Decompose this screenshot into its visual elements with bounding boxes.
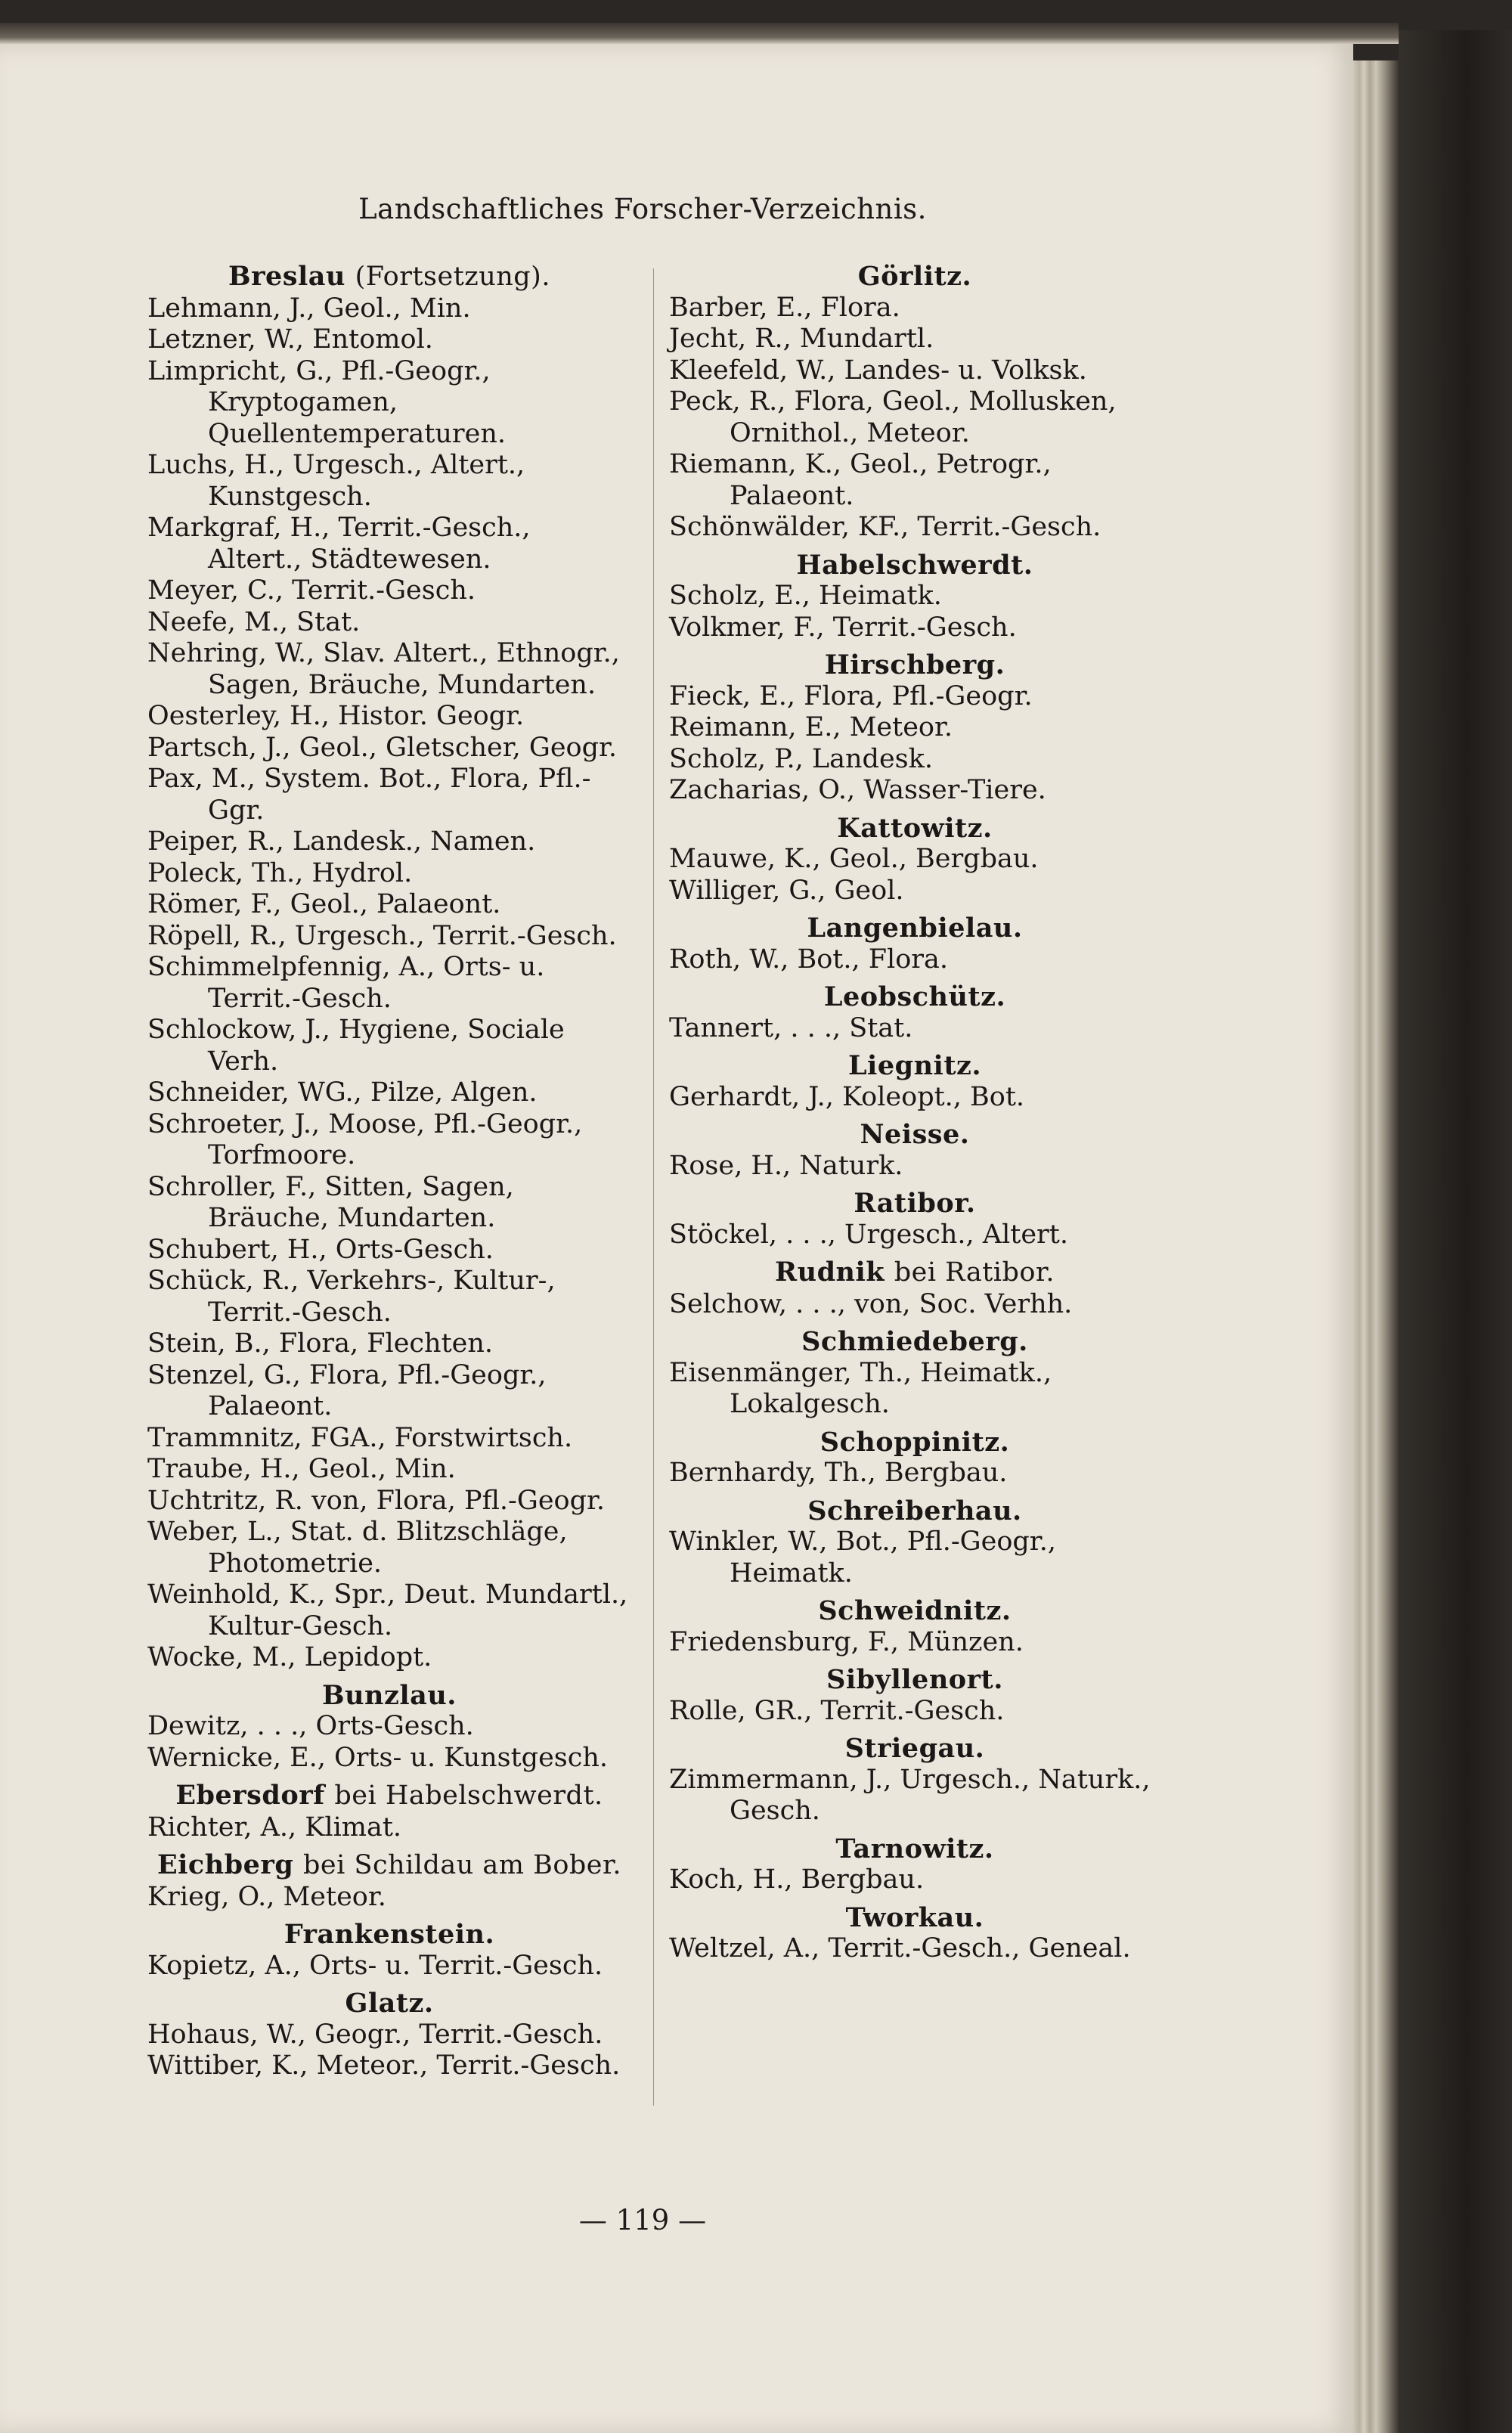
place-heading bbox=[669, 1326, 1160, 1358]
researcher-entry: Wocke, M., Lepidopt. bbox=[147, 1642, 432, 1672]
researcher-entry: Rose, H., Naturk. bbox=[669, 1150, 903, 1181]
place-heading bbox=[669, 1188, 1160, 1220]
researcher-entry: Schönwälder, KF., Territ.-Gesch. bbox=[669, 512, 1101, 542]
researcher-entry: Schimmelpfennig, A., Orts- u. Territ.-Gesch. bbox=[147, 952, 545, 1014]
researcher-entry: Uchtritz, R. von, Flora, Pfl.-Geogr. bbox=[147, 1485, 606, 1516]
researcher-entry: Letzner, W., Entomol. bbox=[147, 324, 433, 355]
place-heading bbox=[669, 1833, 1160, 1865]
researcher-entry: Pax, M., System. Bot., Flora, Pfl.-Ggr. bbox=[147, 764, 591, 826]
place-name: Schweidnitz. bbox=[818, 1595, 1012, 1626]
page-top-edge bbox=[0, 23, 1399, 44]
place-name: Bunzlau. bbox=[322, 1679, 457, 1711]
place-name: Frankenstein. bbox=[284, 1919, 495, 1950]
place-heading bbox=[669, 1427, 1160, 1458]
researcher-entry: Limpricht, G., Pfl.-Geogr., Kryptogamen, Quellentemperaturen. bbox=[147, 355, 506, 449]
place-heading bbox=[669, 981, 1160, 1013]
researcher-entry: Gerhardt, J., Koleopt., Bot. bbox=[669, 1081, 1025, 1112]
right-column bbox=[669, 261, 1160, 1965]
place-name: Sibyllenort. bbox=[826, 1664, 1003, 1695]
researcher-entry: Weber, L., Stat. d. Blitzschläge, Photometrie. bbox=[147, 1517, 568, 1579]
book-cover-edge bbox=[1399, 30, 1512, 2433]
place-name: Schreiberhau. bbox=[807, 1495, 1022, 1526]
researcher-entry: Schneider, WG., Pilze, Algen. bbox=[147, 1077, 538, 1108]
researcher-entry: Poleck, Th., Hydrol. bbox=[147, 857, 413, 888]
researcher-entry: Nehring, W., Slav. Altert., Ethnogr., Sagen, Bräuche, Mundarten. bbox=[147, 638, 620, 700]
researcher-entry: Trammnitz, FGA., Forstwirtsch. bbox=[147, 1422, 573, 1453]
place-name: Schoppinitz. bbox=[820, 1426, 1010, 1458]
researcher-entry: Rolle, GR., Territ.-Gesch. bbox=[669, 1695, 1005, 1726]
place-heading bbox=[669, 1902, 1160, 1934]
researcher-entry: Weltzel, A., Territ.-Gesch., Geneal. bbox=[669, 1933, 1131, 1963]
place-name: Striegau. bbox=[844, 1733, 985, 1764]
place-name: Kattowitz. bbox=[837, 812, 993, 844]
place-heading bbox=[669, 261, 1160, 293]
researcher-entry: Kleefeld, W., Landes- u. Volksk. bbox=[669, 355, 1087, 386]
researcher-entry: Stenzel, G., Flora, Pfl.-Geogr., Palaeont. bbox=[147, 1359, 547, 1421]
researcher-entry: Barber, E., Flora. bbox=[669, 292, 900, 323]
place-heading bbox=[147, 1919, 631, 1951]
place-heading bbox=[669, 1664, 1160, 1696]
researcher-entry: Riemann, K., Geol., Petrogr., Palaeont. bbox=[669, 449, 1052, 511]
researcher-entry: Friedensburg, F., Münzen. bbox=[669, 1626, 1024, 1657]
left-column bbox=[147, 261, 631, 2082]
place-name: Hirschberg. bbox=[824, 649, 1005, 680]
researcher-entry: Lehmann, J., Geol., Min. bbox=[147, 293, 471, 324]
researcher-entry: Eisenmänger, Th., Heimatk., Lokalgesch. bbox=[669, 1357, 1052, 1419]
researcher-entry: Richter, A., Klimat. bbox=[147, 1812, 402, 1843]
researcher-entry: Schück, R., Verkehrs-, Kultur-, Territ.-Gesch. bbox=[147, 1266, 556, 1328]
researcher-entry: Krieg, O., Meteor. bbox=[147, 1881, 386, 1912]
place-heading bbox=[669, 1257, 1160, 1289]
researcher-entry: Jecht, R., Mundartl. bbox=[669, 324, 934, 354]
place-heading bbox=[669, 913, 1160, 944]
place-heading bbox=[669, 550, 1160, 581]
place-suffix: bei Schildau am Bober. bbox=[303, 1850, 622, 1880]
researcher-entry: Römer, F., Geol., Palaeont. bbox=[147, 889, 501, 919]
place-heading bbox=[669, 1733, 1160, 1765]
researcher-entry: Koch, H., Bergbau. bbox=[669, 1864, 925, 1895]
researcher-entry: Traube, H., Geol., Min. bbox=[147, 1454, 456, 1484]
place-name: Liegnitz. bbox=[847, 1050, 982, 1081]
researcher-entry: Volkmer, F., Territ.-Gesch. bbox=[669, 612, 1017, 643]
researcher-entry: Hohaus, W., Geogr., Territ.-Gesch. bbox=[147, 2019, 603, 2050]
researcher-entry: Roth, W., Bot., Flora. bbox=[669, 944, 949, 975]
researcher-entry: Schroeter, J., Moose, Pfl.-Geogr., Torfmoore. bbox=[147, 1108, 583, 1170]
researcher-entry: Williger, G., Geol. bbox=[669, 875, 904, 906]
place-heading bbox=[669, 1595, 1160, 1627]
place-name: Tarnowitz. bbox=[835, 1833, 994, 1864]
place-name: Neisse. bbox=[860, 1119, 970, 1150]
researcher-entry: Zacharias, O., Wasser-Tiere. bbox=[669, 775, 1046, 805]
place-name: Görlitz. bbox=[857, 261, 972, 292]
page-number: — 119 — bbox=[578, 2204, 707, 2236]
column-rule bbox=[653, 268, 654, 2106]
researcher-entry: Selchow, . . ., von, Soc. Verhh. bbox=[669, 1288, 1073, 1319]
researcher-entry: Weinhold, K., Spr., Deut. Mundartl., Kultur-Gesch. bbox=[147, 1579, 628, 1641]
researcher-entry: Schroller, F., Sitten, Sagen, Bräuche, Mundarten. bbox=[147, 1171, 514, 1233]
place-suffix: bei Ratibor. bbox=[894, 1257, 1055, 1288]
place-heading bbox=[669, 649, 1160, 681]
place-name: Schmiedeberg. bbox=[801, 1326, 1028, 1357]
place-name: Ebersdorf bbox=[175, 1780, 325, 1811]
researcher-entry: Partsch, J., Geol., Gletscher, Geogr. bbox=[147, 732, 618, 763]
researcher-entry: Oesterley, H., Histor. Geogr. bbox=[147, 701, 525, 731]
researcher-entry: Stein, B., Flora, Flechten. bbox=[147, 1328, 494, 1359]
place-name: Leobschütz. bbox=[823, 981, 1006, 1012]
place-heading bbox=[147, 1780, 631, 1812]
researcher-entry: Dewitz, . . ., Orts-Gesch. bbox=[147, 1711, 474, 1741]
researcher-entry: Markgraf, H., Territ.-Gesch., Altert., Städtewesen. bbox=[147, 513, 531, 575]
place-name: Langenbielau. bbox=[807, 913, 1023, 944]
place-heading bbox=[669, 1119, 1160, 1151]
researcher-entry: Kopietz, A., Orts- u. Territ.-Gesch. bbox=[147, 1950, 603, 1981]
researcher-entry: Mauwe, K., Geol., Bergbau. bbox=[669, 844, 1039, 874]
researcher-entry: Scholz, P., Landesk. bbox=[669, 743, 933, 774]
place-name: Eichberg bbox=[156, 1849, 294, 1880]
researcher-entry: Schubert, H., Orts-Gesch. bbox=[147, 1234, 494, 1265]
researcher-entry: Wittiber, K., Meteor., Territ.-Gesch. bbox=[147, 2050, 621, 2081]
place-heading bbox=[669, 813, 1160, 845]
researcher-entry: Reimann, E., Meteor. bbox=[669, 712, 953, 742]
researcher-entry: Meyer, C., Territ.-Gesch. bbox=[147, 575, 476, 606]
researcher-entry: Röpell, R., Urgesch., Territ.-Gesch. bbox=[147, 920, 617, 951]
place-heading bbox=[147, 261, 631, 293]
researcher-entry: Stöckel, . . ., Urgesch., Altert. bbox=[669, 1219, 1068, 1250]
researcher-entry: Fieck, E., Flora, Pfl.-Geogr. bbox=[669, 680, 1033, 711]
researcher-entry: Schlockow, J., Hygiene, Sociale Verh. bbox=[147, 1015, 565, 1077]
researcher-entry: Neefe, M., Stat. bbox=[147, 606, 361, 637]
place-name: Ratibor. bbox=[854, 1188, 976, 1219]
place-heading bbox=[147, 1849, 631, 1882]
researcher-entry: Winkler, W., Bot., Pfl.-Geogr., Heimatk. bbox=[669, 1526, 1056, 1588]
researcher-entry: Wernicke, E., Orts- u. Kunstgesch. bbox=[147, 1742, 609, 1773]
researcher-entry: Peck, R., Flora, Geol., Mollusken, Ornithol., Meteor. bbox=[669, 386, 1117, 448]
place-suffix: bei Habelschwerdt. bbox=[334, 1781, 603, 1811]
researcher-entry: Zimmermann, J., Urgesch., Naturk., Gesch. bbox=[669, 1764, 1151, 1826]
place-name: Habelschwerdt. bbox=[796, 549, 1033, 581]
place-name: Tworkau. bbox=[845, 1901, 984, 1933]
researcher-entry: Luchs, H., Urgesch., Altert., Kunstgesch. bbox=[147, 450, 525, 512]
running-head: Landschaftliches Forscher-Verzeichnis. bbox=[358, 193, 927, 225]
page-stack-edge bbox=[1353, 60, 1399, 2433]
place-name: Breslau bbox=[228, 261, 345, 292]
researcher-entry: Scholz, E., Heimatk. bbox=[669, 581, 942, 611]
place-heading bbox=[669, 1495, 1160, 1527]
place-name: Rudnik bbox=[775, 1257, 885, 1288]
place-heading bbox=[147, 1680, 631, 1712]
place-name: Glatz. bbox=[345, 1988, 434, 2019]
place-heading bbox=[669, 1050, 1160, 1082]
researcher-entry: Tannert, . . ., Stat. bbox=[669, 1012, 913, 1043]
place-suffix: (Fortsetzung). bbox=[355, 262, 550, 292]
researcher-entry: Bernhardy, Th., Bergbau. bbox=[669, 1458, 1008, 1488]
place-heading bbox=[147, 1988, 631, 2019]
researcher-entry: Peiper, R., Landesk., Namen. bbox=[147, 826, 536, 857]
